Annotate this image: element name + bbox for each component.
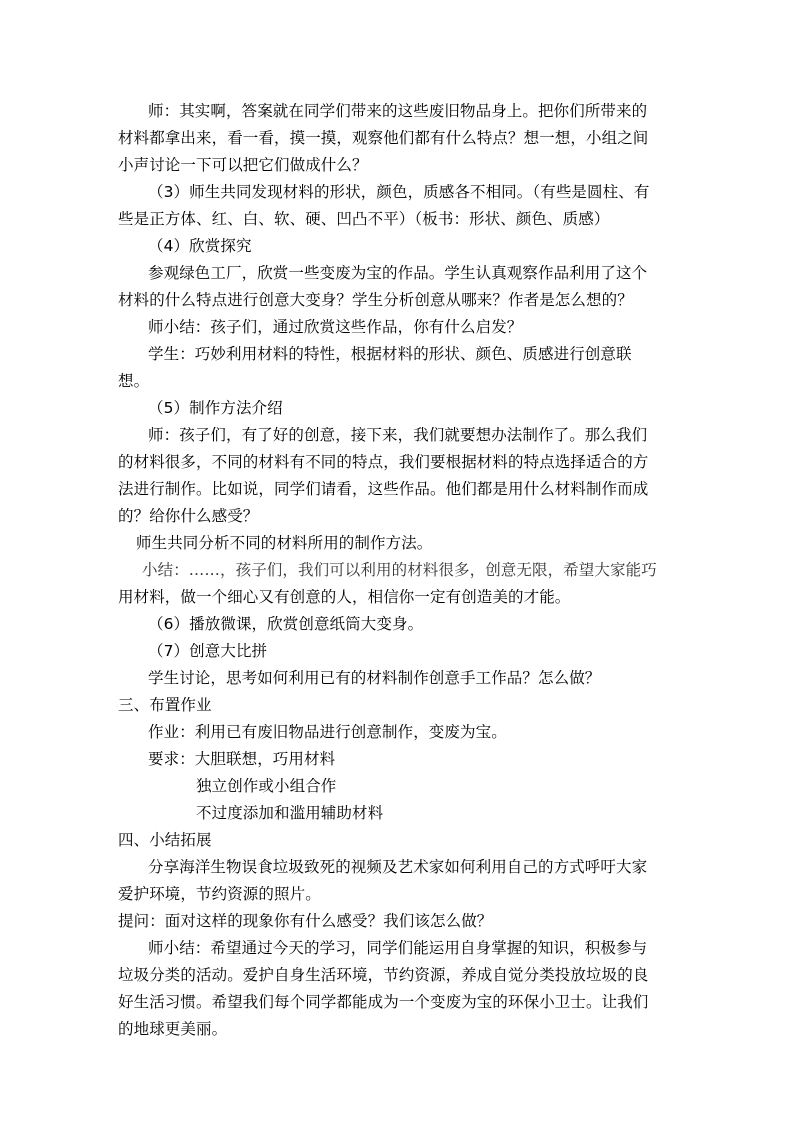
text-line: 的？给你什么感受？ [118, 507, 259, 525]
text-line: 小声讨论一下可以把它们做成什么？ [118, 156, 368, 174]
text-line: 想。 [118, 372, 150, 390]
text-line: 师生共同分析不同的材料所用的制作方法。 [136, 534, 433, 552]
text-line: 些是正方体、红、白、软、硬、凹凸不平）（板书：形状、颜色、质感） [118, 210, 610, 228]
text-line: 不过度添加和滥用辅助材料 [196, 804, 384, 822]
text-line: 师小结：希望通过今天的学习，同学们能运用自身掌握的知识，积极参与 [148, 939, 648, 957]
text-line: 用材料，做一个细心又有创意的人，相信你一定有创造美的才能。 [118, 588, 571, 606]
text-line: 学生讨论，思考如何利用已有的材料制作创意手工作品？怎么做？ [148, 669, 601, 687]
section-heading: （7）创意大比拼 [148, 642, 268, 660]
section-heading: 四、小结拓展 [118, 831, 212, 849]
text-line: 分享海洋生物误食垃圾致死的视频及艺术家如何利用自己的方式呼吁大家 [148, 858, 648, 876]
text-line: 法进行制作。比如说，同学们请看，这些作品。他们都是用什么材料制作而成 [118, 480, 649, 498]
text-line: 学生：巧妙利用材料的特性，根据材料的形状、颜色、质感进行创意联 [148, 345, 632, 363]
text-line: 要求：大胆联想，巧用材料 [148, 750, 336, 768]
text-line: 独立创作或小组合作 [196, 777, 337, 795]
text-line: 材料的什么特点进行创意大变身？学生分析创意从哪来？作者是怎么想的？ [118, 291, 633, 309]
section-heading: 三、布置作业 [118, 696, 212, 714]
text-line: 爱护环境，节约资源的照片。 [118, 885, 321, 903]
text-line: （6）播放微课，欣赏创意纸筒大变身。 [148, 615, 424, 633]
text-line: 小结：……，孩子们，我们可以利用的材料很多，创意无限，希望大家能巧 [142, 561, 657, 579]
text-line: 作业：利用已有废旧物品进行创意制作，变废为宝。 [148, 723, 507, 741]
section-heading: （4）欣赏探究 [148, 237, 252, 255]
text-line: 师：孩子们，有了好的创意，接下来，我们就要想办法制作了。那么我们 [148, 426, 648, 444]
text-line: 提问：面对这样的现象你有什么感受？我们该怎么做？ [118, 912, 493, 930]
text-line: 师：其实啊，答案就在同学们带来的这些废旧物品身上。把你们所带来的 [148, 102, 648, 120]
text-line: 的材料很多，不同的材料有不同的特点，我们要根据材料的特点选择适合的方 [118, 453, 649, 471]
section-heading: （5）制作方法介绍 [148, 399, 283, 417]
text-line: 的地球更美丽。 [118, 1020, 228, 1038]
text-line: 参观绿色工厂，欣赏一些变废为宝的作品。学生认真观察作品利用了这个 [148, 264, 648, 282]
text-line: 好生活习惯。希望我们每个同学都能成为一个变废为宝的环保小卫士。让我们 [118, 993, 649, 1011]
text-line: 垃圾分类的活动。爱护自身生活环境，节约资源，养成自觉分类投放垃圾的良 [118, 966, 649, 984]
text-line: （3）师生共同发现材料的形状，颜色，质感各不相同。（有些是圆柱、有 [148, 183, 650, 201]
text-line: 材料都拿出来，看一看，摸一摸，观察他们都有什么特点？想一想，小组之间 [118, 129, 649, 147]
text-line: 师小结：孩子们，通过欣赏这些作品，你有什么启发？ [148, 318, 523, 336]
